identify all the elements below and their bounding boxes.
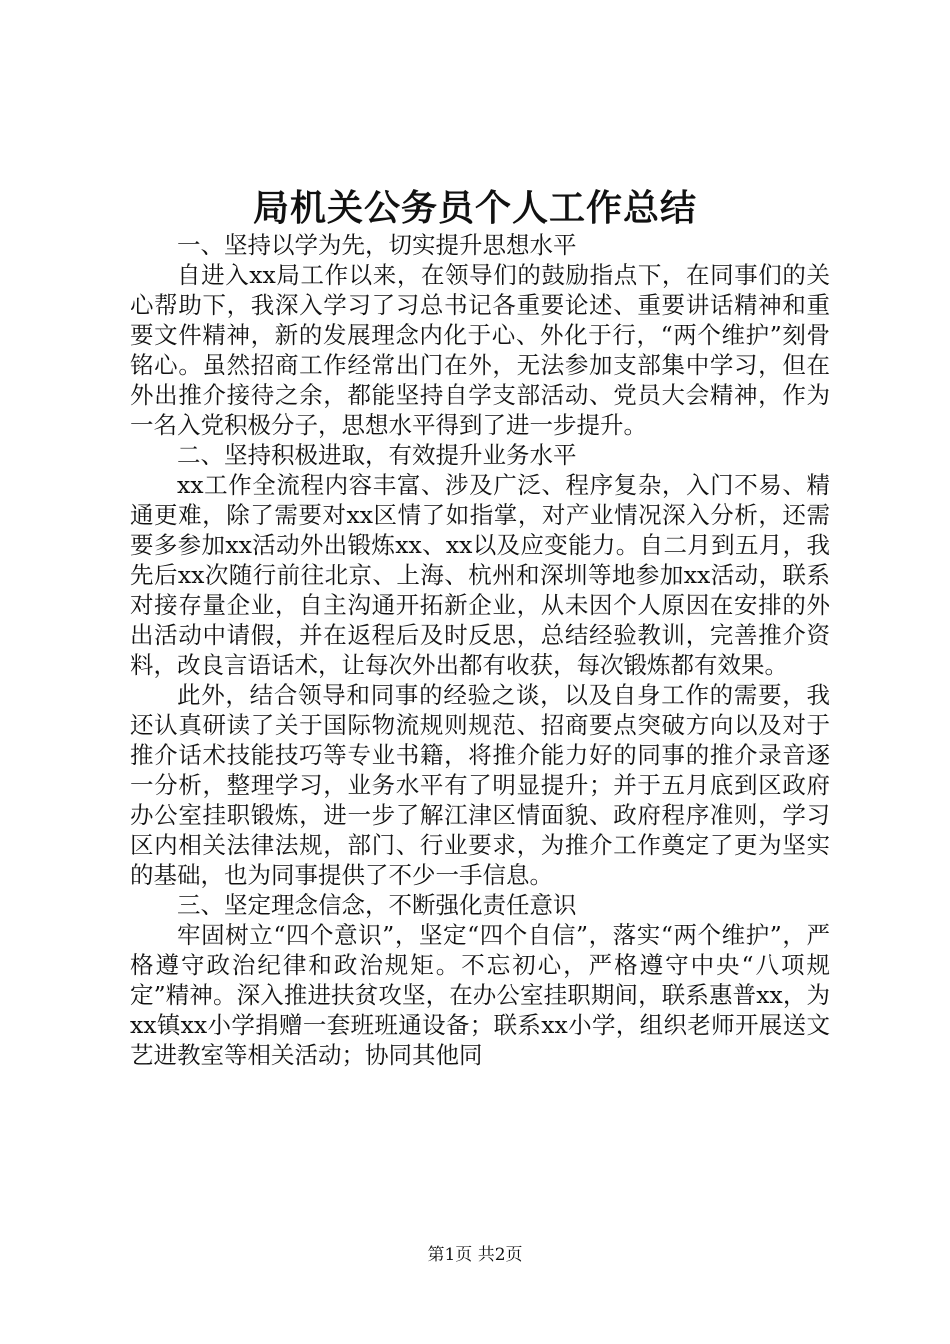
paragraph-1: 自进入xx局工作以来，在领导们的鼓励指点下，在同事们的关心帮助下，我深入学习了习总书记各重要论述、重要讲话精神和重要文件精神，新的发展理念内化于心、外化于行，“两个维护”刻骨铭心。虽然招商工作经常出门在外，无法参加支部集中学习，但在外出推介接待之余，都能坚持自学支部活动、党员大会精神，作为一名入党积极分子，思想水平得到了进一步提升。 [130, 261, 830, 439]
paragraph-2: xx工作全流程内容丰富、涉及广泛、程序复杂，入门不易、精通更难，除了需要对xx区情了如指掌，对产业情况深入分析，还需要多参加xx活动外出锻炼xx、xx以及应变能力。自二月到五月，我先后xx次随行前往北京、上海、杭州和深圳等地参加xx活动，联系对接存量企业，自主沟通开拓新企业，从未因个人原因在安排的外出活动中请假，并在返程后及时反思，总结经验教训，完善推介资料，改良言语话术，让每次外出都有收获，每次锻炼都有效果。 [130, 471, 830, 679]
paragraph-4: 牢固树立“四个意识”，坚定“四个自信”，落实“两个维护”，严格遵守政治纪律和政治规矩。不忘初心，严格遵守中央“八项规定”精神。深入推进扶贫攻坚，在办公室挂职期间，联系惠普xx，为xx镇xx小学捐赠一套班班通设备；联系xx小学，组织老师开展送文艺进教室等相关活动；协同其他同 [130, 921, 830, 1069]
section-heading-3: 三、坚定理念信念，不断强化责任意识 [177, 891, 577, 919]
document-title: 局机关公务员个人工作总结 [252, 187, 697, 229]
section-heading-1: 一、坚持以学为先，切实提升思想水平 [177, 231, 577, 259]
section-heading-2: 二、坚持积极进取，有效提升业务水平 [177, 441, 577, 469]
paragraph-3: 此外，结合领导和同事的经验之谈，以及自身工作的需要，我还认真研读了关于国际物流规则规范、招商要点突破方向以及对于推介话术技能技巧等专业书籍，将推介能力好的同事的推介录音逐一分析，整理学习，业务水平有了明显提升；并于五月底到区政府办公室挂职锻炼，进一步了解江津区情面貌、政府程序准则，学习区内相关法律法规，部门、行业要求，为推介工作奠定了更为坚实的基础，也为同事提供了不少一手信息。 [130, 681, 830, 889]
page-footer: 第1页 共2页 [427, 1245, 523, 1265]
document-body [130, 230, 830, 1070]
